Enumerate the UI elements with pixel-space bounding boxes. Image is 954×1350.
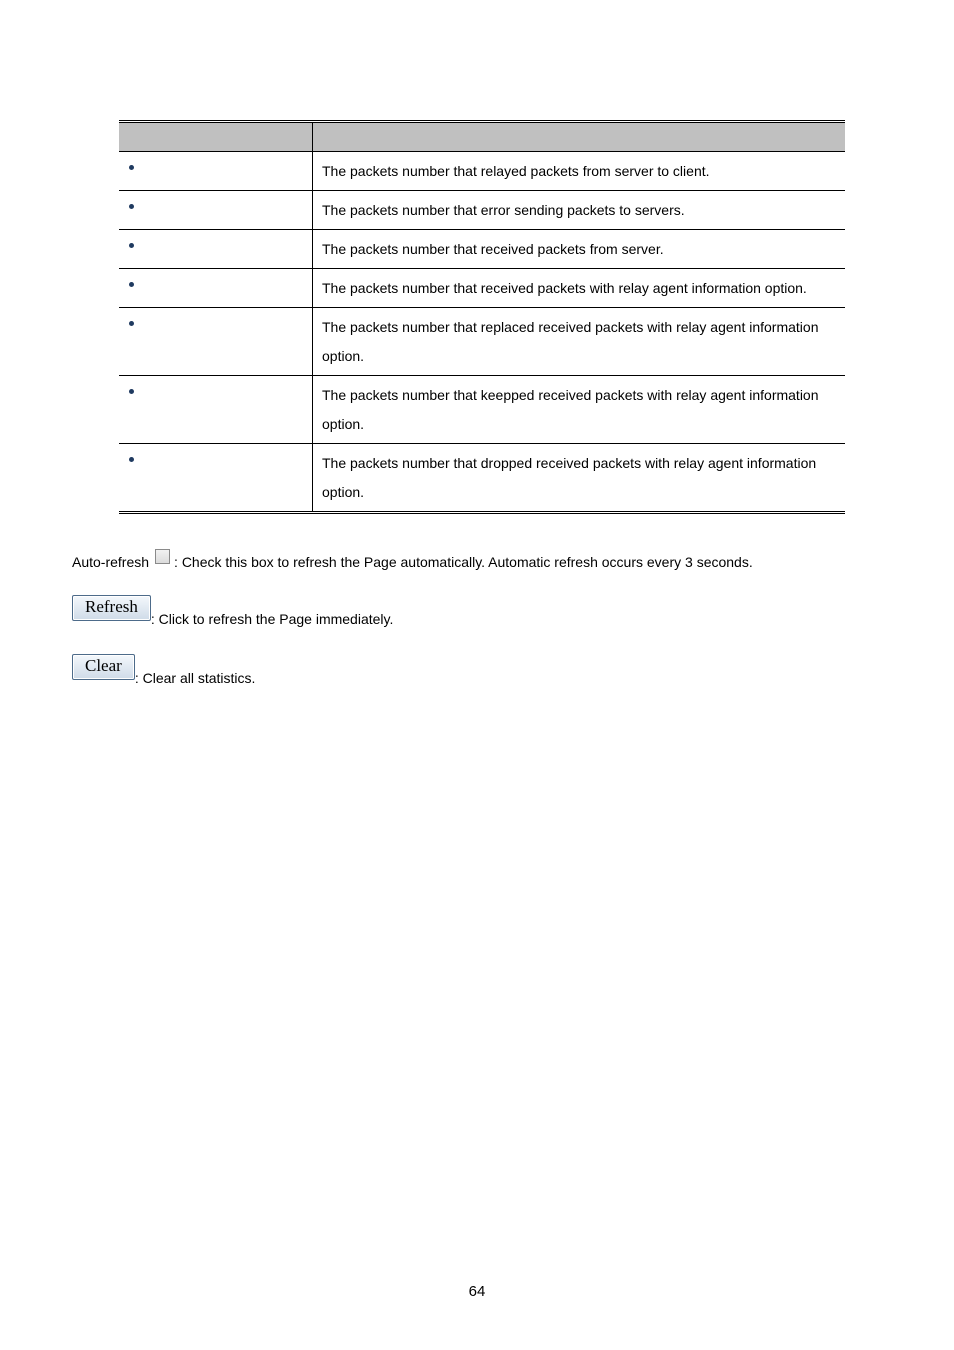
table-row: [119, 376, 845, 444]
header-description: [313, 122, 846, 152]
page-number: 64: [468, 1283, 486, 1300]
table-header-row: [119, 122, 845, 152]
object-cell: [119, 152, 313, 191]
auto-refresh-checkbox[interactable]: [155, 549, 170, 564]
description-cell: The packets number that replaced received packets with relay agent information option.: [313, 308, 846, 376]
bullet-icon: [129, 389, 134, 394]
auto-refresh-label: Auto-refresh: [72, 554, 150, 570]
table-row: [119, 269, 845, 308]
object-description-table: [119, 120, 845, 514]
table-row: [119, 308, 845, 376]
clear-line: [72, 656, 256, 686]
description-cell: The packets number that relayed packets from server to client.: [313, 152, 846, 191]
description-cell: The packets number that received packets with relay agent information option.: [313, 269, 846, 308]
object-cell: [119, 191, 313, 230]
description-cell: The packets number that error sending packets to servers.: [313, 191, 846, 230]
description-cell: The packets number that keepped received packets with relay agent information option.: [313, 376, 846, 444]
object-cell: [119, 308, 313, 376]
bullet-icon: [129, 321, 134, 326]
description-cell: The packets number that received packets from server.: [313, 230, 846, 269]
object-cell: [119, 444, 313, 513]
object-cell: [119, 376, 313, 444]
refresh-button[interactable]: Refresh: [72, 595, 151, 621]
bullet-icon: [129, 243, 134, 248]
bullet-icon: [129, 282, 134, 287]
description-cell: The packets number that dropped received packets with relay agent information option.: [313, 444, 846, 513]
table-row: [119, 191, 845, 230]
auto-refresh-line: [72, 553, 753, 570]
bullet-icon: [129, 165, 134, 170]
object-cell: [119, 230, 313, 269]
object-cell: [119, 269, 313, 308]
clear-description: : Clear all statistics.: [134, 670, 256, 686]
auto-refresh-description: : Check this box to refresh the Page automatically. Automatic refresh occurs every 3 seconds.: [174, 554, 753, 570]
bullet-icon: [129, 204, 134, 209]
table-row: [119, 444, 845, 513]
refresh-description: : Click to refresh the Page immediately.: [150, 611, 394, 627]
bullet-icon: [129, 457, 134, 462]
table-row: [119, 152, 845, 191]
header-object: [119, 122, 313, 152]
table-row: [119, 230, 845, 269]
clear-button[interactable]: Clear: [72, 654, 135, 680]
refresh-line: [72, 597, 394, 627]
